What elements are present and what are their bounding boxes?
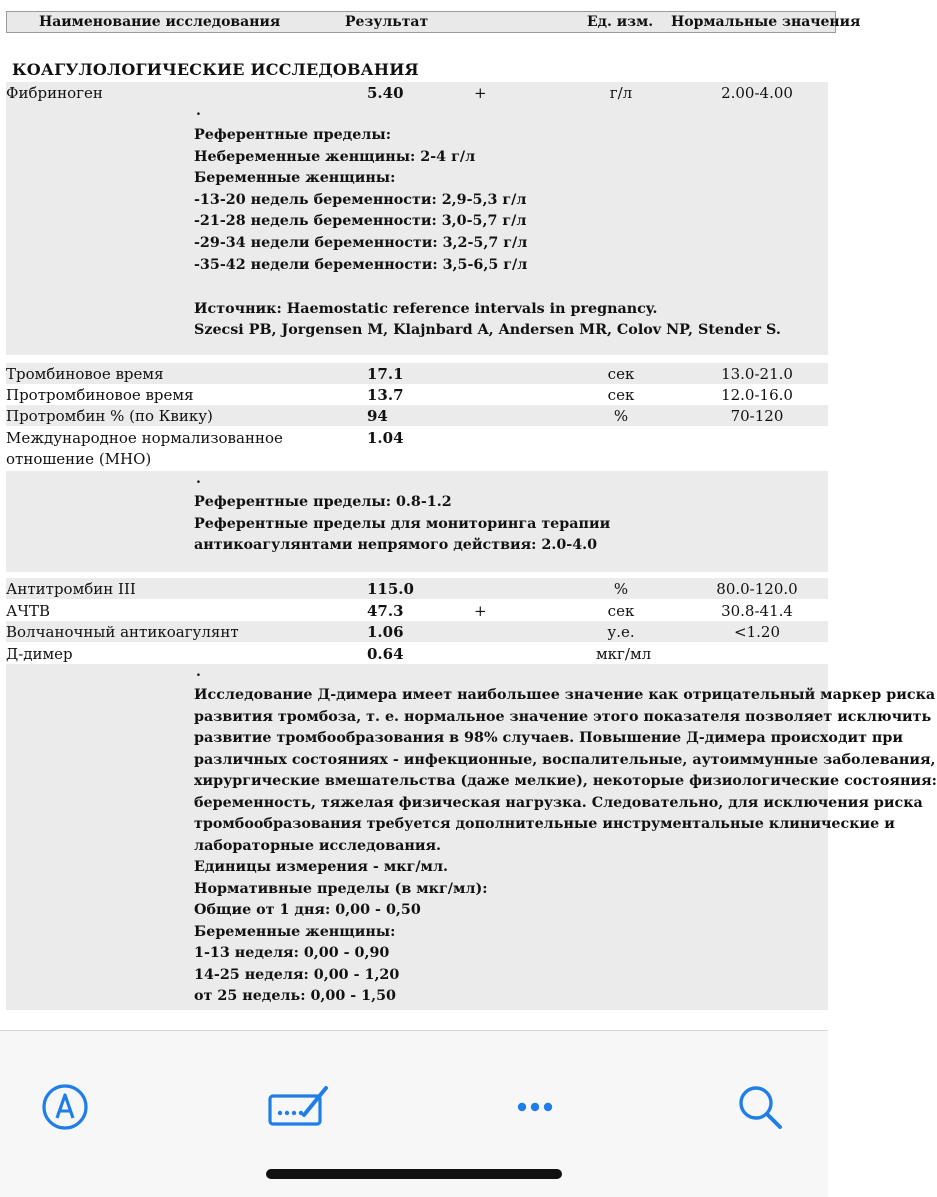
test-value: 5.40 bbox=[367, 84, 404, 102]
test-unit: сек bbox=[607, 386, 635, 404]
table-row bbox=[6, 363, 828, 384]
note-line: Референтные пределы: bbox=[194, 127, 391, 143]
note-dot: . bbox=[196, 471, 201, 487]
section-title: КОАГУЛОЛОГИЧЕСКИЕ ИССЛЕДОВАНИЯ bbox=[12, 60, 419, 79]
table-row bbox=[6, 82, 828, 103]
test-name: Волчаночный антикоагулянт bbox=[6, 623, 239, 641]
table-row bbox=[6, 384, 828, 405]
note-line: хирургические вмешательства (даже мелкие), некоторые физиологические состояния: bbox=[194, 773, 937, 789]
search-button[interactable] bbox=[726, 1077, 796, 1137]
test-unit: сек bbox=[607, 602, 635, 620]
test-name: Протромбин % (по Квику) bbox=[6, 407, 213, 425]
note-line: от 25 недель: 0,00 - 1,50 bbox=[194, 988, 396, 1004]
test-name: Протромбиновое время bbox=[6, 386, 194, 404]
header-norm: Нормальные значения bbox=[671, 14, 861, 30]
test-name: Тромбиновое время bbox=[6, 365, 164, 383]
note-line: тромбообразования требуется дополнительные инструментальные клинические и bbox=[194, 816, 895, 832]
test-value: 1.06 bbox=[367, 623, 404, 641]
note-line: -29-34 недели беременности: 3,2-5,7 г/л bbox=[194, 235, 528, 251]
table-row bbox=[6, 578, 828, 599]
markup-icon bbox=[40, 1082, 90, 1132]
header-name: Наименование исследования bbox=[39, 14, 281, 30]
test-flag: + bbox=[474, 84, 487, 102]
more-button[interactable] bbox=[500, 1077, 570, 1137]
test-norm: <1.20 bbox=[734, 623, 780, 641]
note-line: 14-25 неделя: 0,00 - 1,20 bbox=[194, 967, 400, 983]
test-unit: у.е. bbox=[607, 623, 635, 641]
note-line: Референтные пределы для мониторинга терапии bbox=[194, 516, 611, 532]
note-line: Небеременные женщины: 2-4 г/л bbox=[194, 149, 476, 165]
test-unit: мкг/мл bbox=[596, 645, 652, 663]
header-unit: Ед. изм. bbox=[587, 14, 654, 30]
note-line: антикоагулянтами непрямого действия: 2.0-4.0 bbox=[194, 537, 598, 553]
table-row bbox=[6, 621, 828, 642]
test-value: 94 bbox=[367, 407, 388, 425]
note-line: развитие тромбообразования в 98% случаев. Повышение Д-димера происходит при bbox=[194, 730, 903, 746]
test-unit: г/л bbox=[609, 84, 633, 102]
test-name: Фибриноген bbox=[6, 84, 103, 102]
note-authors: Szecsi PB, Jorgensen M, Klajnbard A, Andersen MR, Colov NP, Stender S. bbox=[194, 322, 781, 338]
note-line: Единицы измерения - мкг/мл. bbox=[194, 859, 449, 875]
test-name: Д-димер bbox=[6, 645, 73, 663]
test-name: Международное нормализованное bbox=[6, 429, 283, 447]
note-line: 1-13 неделя: 0,00 - 0,90 bbox=[194, 945, 390, 961]
test-norm: 13.0-21.0 bbox=[721, 365, 793, 383]
note-line: различных состояниях - инфекционные, воспалительные, аутоиммунные заболевания, bbox=[194, 752, 936, 768]
note-source: Источник: Haemostatic reference intervals in pregnancy. bbox=[194, 301, 658, 317]
test-name: Антитромбин III bbox=[6, 580, 136, 598]
test-value: 1.04 bbox=[367, 429, 404, 447]
note-line: развития тромбоза, т. е. нормальное значение этого показателя позволяет исключить bbox=[194, 709, 932, 725]
test-unit: % bbox=[613, 580, 629, 598]
table-row bbox=[6, 405, 828, 426]
test-norm: 2.00-4.00 bbox=[721, 84, 793, 102]
test-value: 13.7 bbox=[367, 386, 404, 404]
note-line: Нормативные пределы (в мкг/мл): bbox=[194, 881, 488, 897]
note-line: -35-42 недели беременности: 3,5-6,5 г/л bbox=[194, 257, 528, 273]
search-icon bbox=[736, 1082, 786, 1132]
table-row bbox=[6, 427, 828, 471]
note-line: -13-20 недель беременности: 2,9-5,3 г/л bbox=[194, 192, 527, 208]
test-value: 115.0 bbox=[367, 580, 414, 598]
note-line: Исследование Д-димера имеет наибольшее значение как отрицательный маркер риска bbox=[194, 687, 936, 703]
test-value: 0.64 bbox=[367, 645, 404, 663]
test-value: 47.3 bbox=[367, 602, 404, 620]
header-result: Результат bbox=[345, 14, 429, 30]
note-line: -21-28 недель беременности: 3,0-5,7 г/л bbox=[194, 213, 527, 229]
more-icon bbox=[510, 1097, 560, 1117]
signature-button[interactable] bbox=[263, 1077, 333, 1137]
table-row bbox=[6, 643, 828, 664]
test-value: 17.1 bbox=[367, 365, 404, 383]
test-flag: + bbox=[474, 602, 487, 620]
note-line: Беременные женщины: bbox=[194, 170, 396, 186]
test-norm: 30.8-41.4 bbox=[721, 602, 793, 620]
test-name: АЧТВ bbox=[6, 602, 50, 620]
note-line: беременность, тяжелая физическая нагрузка. Следовательно, для исключения риска bbox=[194, 795, 923, 811]
home-indicator[interactable] bbox=[266, 1169, 562, 1179]
table-row bbox=[6, 600, 828, 621]
signature-icon bbox=[264, 1082, 332, 1132]
markup-button[interactable] bbox=[30, 1077, 100, 1137]
test-unit: % bbox=[613, 407, 629, 425]
bottom-toolbar bbox=[0, 1030, 828, 1197]
table-header bbox=[6, 11, 861, 33]
fibrinogen-notes bbox=[6, 103, 828, 355]
inr-notes bbox=[6, 471, 828, 572]
note-line: лабораторные исследования. bbox=[194, 838, 441, 854]
note-dot: . bbox=[196, 103, 201, 119]
test-norm: 80.0-120.0 bbox=[716, 580, 798, 598]
test-name-cont: отношение (МНО) bbox=[6, 450, 152, 468]
note-dot: . bbox=[196, 664, 201, 680]
note-line: Беременные женщины: bbox=[194, 924, 396, 940]
test-norm: 12.0-16.0 bbox=[721, 386, 793, 404]
test-unit: сек bbox=[607, 365, 635, 383]
note-line: Референтные пределы: 0.8-1.2 bbox=[194, 494, 452, 510]
ddimer-notes bbox=[6, 664, 937, 1010]
test-norm: 70-120 bbox=[730, 407, 784, 425]
note-line: Общие от 1 дня: 0,00 - 0,50 bbox=[194, 902, 421, 918]
